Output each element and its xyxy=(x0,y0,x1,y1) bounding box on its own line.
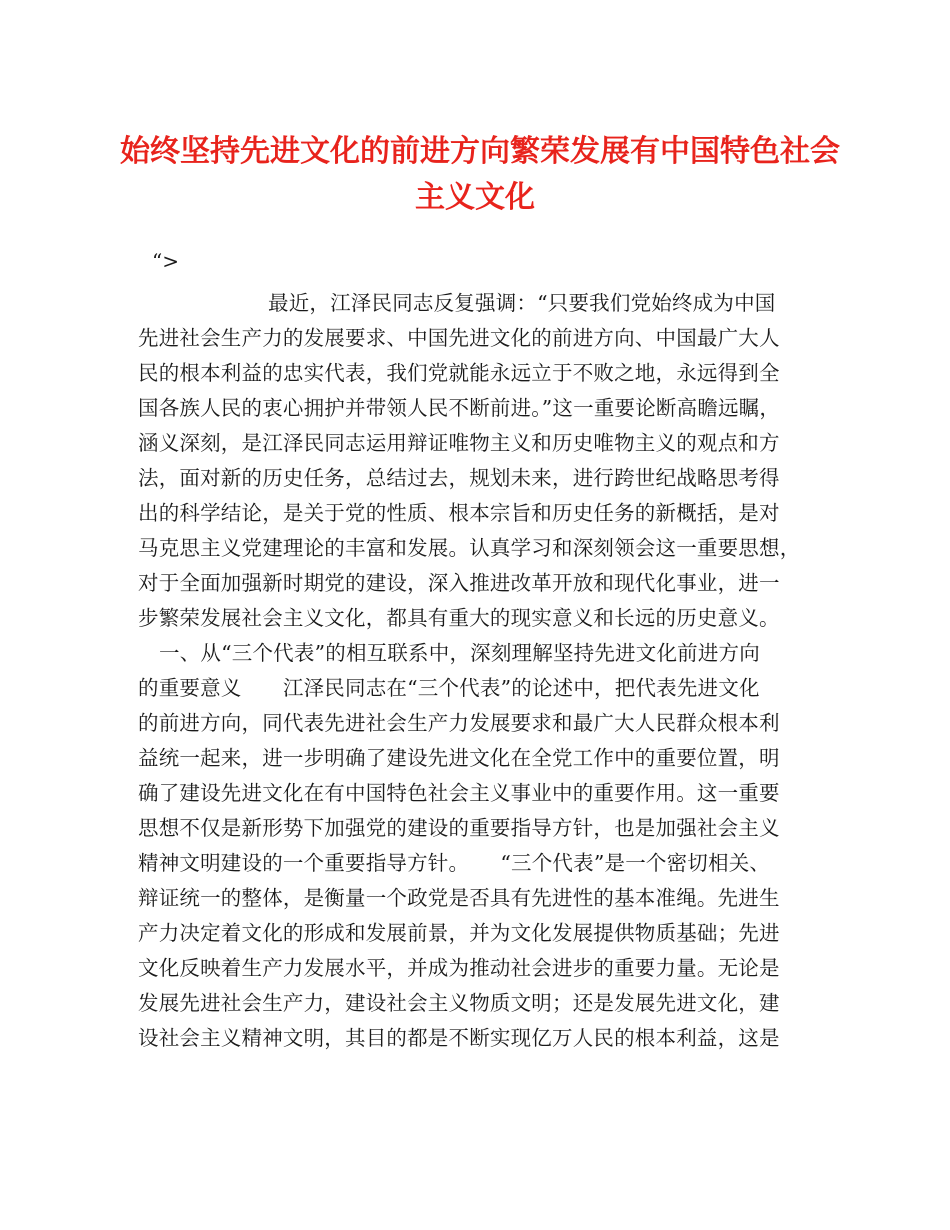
body-line: 设社会主义精神文明，其目的都是不断实现亿万人民的根本利益，这是 xyxy=(138,1026,780,1050)
body-line: 马克思主义党建理论的丰富和发展。认真学习和深刻领会这一重要思想， xyxy=(138,536,801,560)
body-line: 最近，江泽民同志反复强调：“只要我们党始终成为中国 xyxy=(268,291,776,315)
body-line: 国各族人民的衷心拥护并带领人民不断前进。”这一重要论断高瞻远瞩， xyxy=(138,396,781,420)
body-line: 辩证统一的整体，是衡量一个政党是否具有先进性的基本准绳。先进生 xyxy=(138,886,780,910)
document-title-line-1: 始终坚持先进文化的前进方向繁荣发展有中国特色社会 xyxy=(120,134,840,169)
body-line: 确了建设先进文化在有中国特色社会主义事业中的重要作用。这一重要 xyxy=(138,781,780,805)
body-line: 文化反映着生产力发展水平，并成为推动社会进步的重要力量。无论是 xyxy=(138,956,780,980)
section-heading-line: 一、从“三个代表”的相互联系中，深刻理解坚持先进文化前进方向 xyxy=(159,641,760,665)
body-line: 出的科学结论，是关于党的性质、根本宗旨和历史任务的新概括，是对 xyxy=(138,501,780,525)
body-line: 的重要意义 江泽民同志在“三个代表”的论述中，把代表先进文化 xyxy=(138,676,760,700)
body-line: 产力决定着文化的形成和发展前景，并为文化发展提供物质基础；先进 xyxy=(138,921,780,945)
document-title-line-2: 主义文化 xyxy=(415,180,535,215)
body-line: 先进社会生产力的发展要求、中国先进文化的前进方向、中国最广大人 xyxy=(138,326,780,350)
body-line: 对于全面加强新时期党的建设，深入推进改革开放和现代化事业，进一 xyxy=(138,571,780,595)
body-line: 步繁荣发展社会主义文化，都具有重大的现实意义和长远的历史意义。 xyxy=(138,606,780,630)
body-line: 益统一起来，进一步明确了建设先进文化在全党工作中的重要位置，明 xyxy=(138,746,780,770)
body-line: 涵义深刻，是江泽民同志运用辩证唯物主义和历史唯物主义的观点和方 xyxy=(138,431,780,455)
body-line: 发展先进社会生产力，建设社会主义物质文明；还是发展先进文化，建 xyxy=(138,991,780,1015)
body-line: 精神文明建设的一个重要指导方针。 “三个代表”是一个密切相关、 xyxy=(138,851,771,875)
body-line: 的前进方向，同代表先进社会生产力发展要求和最广大人民群众根本利 xyxy=(138,711,780,735)
body-line: 法，面对新的历史任务，总结过去，规划未来，进行跨世纪战略思考得 xyxy=(138,466,780,490)
stray-mark: “> xyxy=(152,249,179,273)
body-line: 民的根本利益的忠实代表，我们党就能永远立于不败之地，永远得到全 xyxy=(138,361,780,385)
body-line: 思想不仅是新形势下加强党的建设的重要指导方针，也是加强社会主义 xyxy=(138,816,780,840)
